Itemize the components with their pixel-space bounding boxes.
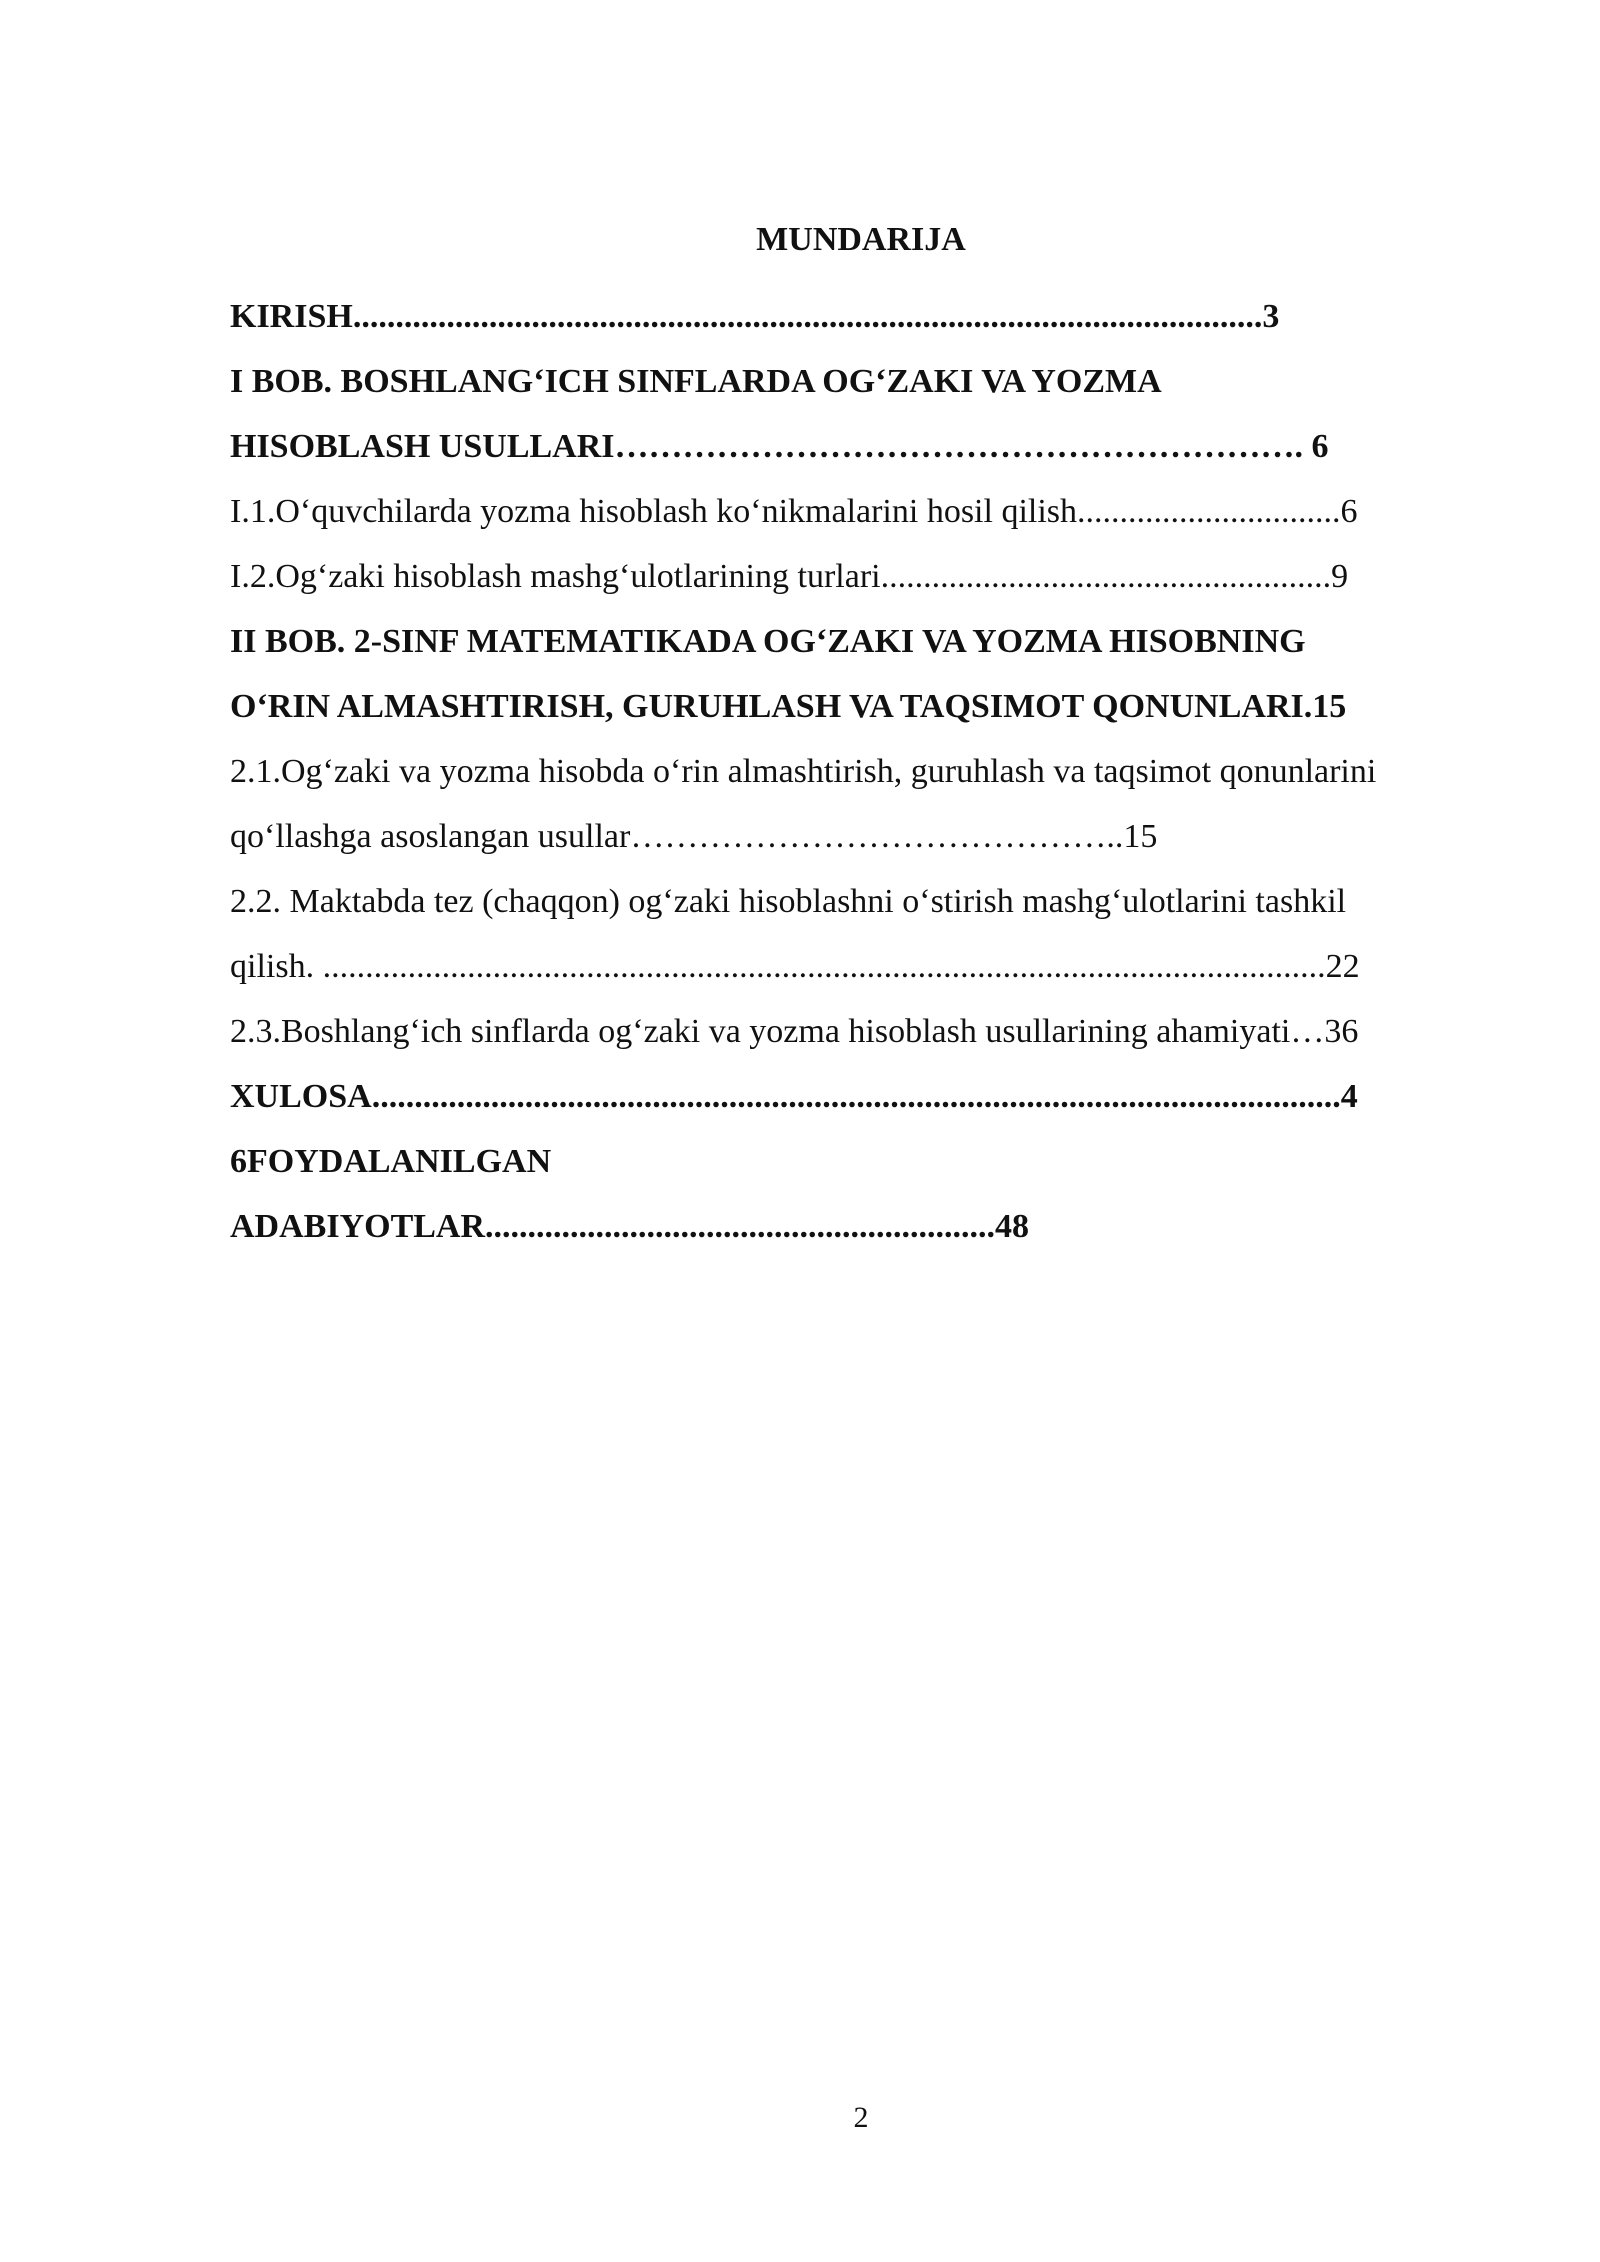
toc-entry-chapter-1-line-1: I BOB. BOSHLANG‘ICH SINFLARDA OG‘ZAKI VA YOZMA	[230, 363, 1162, 400]
toc-entry-section-2-1-line-1: 2.1.Og‘zaki va yozma hisobda o‘rin almashtirish, guruhlash va taqsimot qonunlarini	[230, 753, 1377, 790]
toc-entry-chapter-1-line-2: HISOBLASH USULLARI……………………………………………………. 6	[230, 428, 1329, 465]
toc-entry-chapter-2-line-1: II BOB. 2-SINF MATEMATIKADA OG‘ZAKI VA YOZMA HISOBNING	[230, 623, 1306, 660]
toc-entry-xulosa: XULOSA..................................................................................................................4	[230, 1078, 1358, 1115]
toc-entry-section-2-1-line-2: qo‘llashga asoslangan usullar……………………………………..15	[230, 818, 1158, 855]
toc-entry-section-2-3: 2.3.Boshlang‘ich sinflarda og‘zaki va yozma hisoblash usullarining ahamiyati…36	[230, 1013, 1359, 1050]
table-of-contents	[230, 284, 1492, 1259]
toc-entry-references-line-1: 6FOYDALANILGAN	[230, 1143, 552, 1180]
toc-entry-section-2-2-line-1: 2.2. Maktabda tez (chaqqon) og‘zaki hisoblashni o‘stirish mashg‘ulotlarini tashkil	[230, 883, 1347, 920]
page-number: 2	[853, 2101, 869, 2134]
toc-entry-section-2-2-line-2: qilish. ......................................................................................................................22	[230, 948, 1360, 985]
toc-title: MUNDARIJA	[756, 221, 966, 258]
toc-entry-kirish: KIRISH...........................................................................................................3	[230, 298, 1280, 335]
toc-entry-section-1-1: I.1.O‘quvchilarda yozma hisoblash ko‘nikmalarini hosil qilish...............................6	[230, 493, 1358, 530]
toc-entry-chapter-2-line-2: O‘RIN ALMASHTIRISH, GURUHLASH VA TAQSIMOT QONUNLARI.15	[230, 688, 1347, 725]
toc-entry-section-1-2: I.2.Og‘zaki hisoblash mashg‘ulotlarining turlari.....................................................9	[230, 558, 1349, 595]
toc-entry-references-line-2: ADABIYOTLAR............................................................48	[230, 1208, 1030, 1245]
